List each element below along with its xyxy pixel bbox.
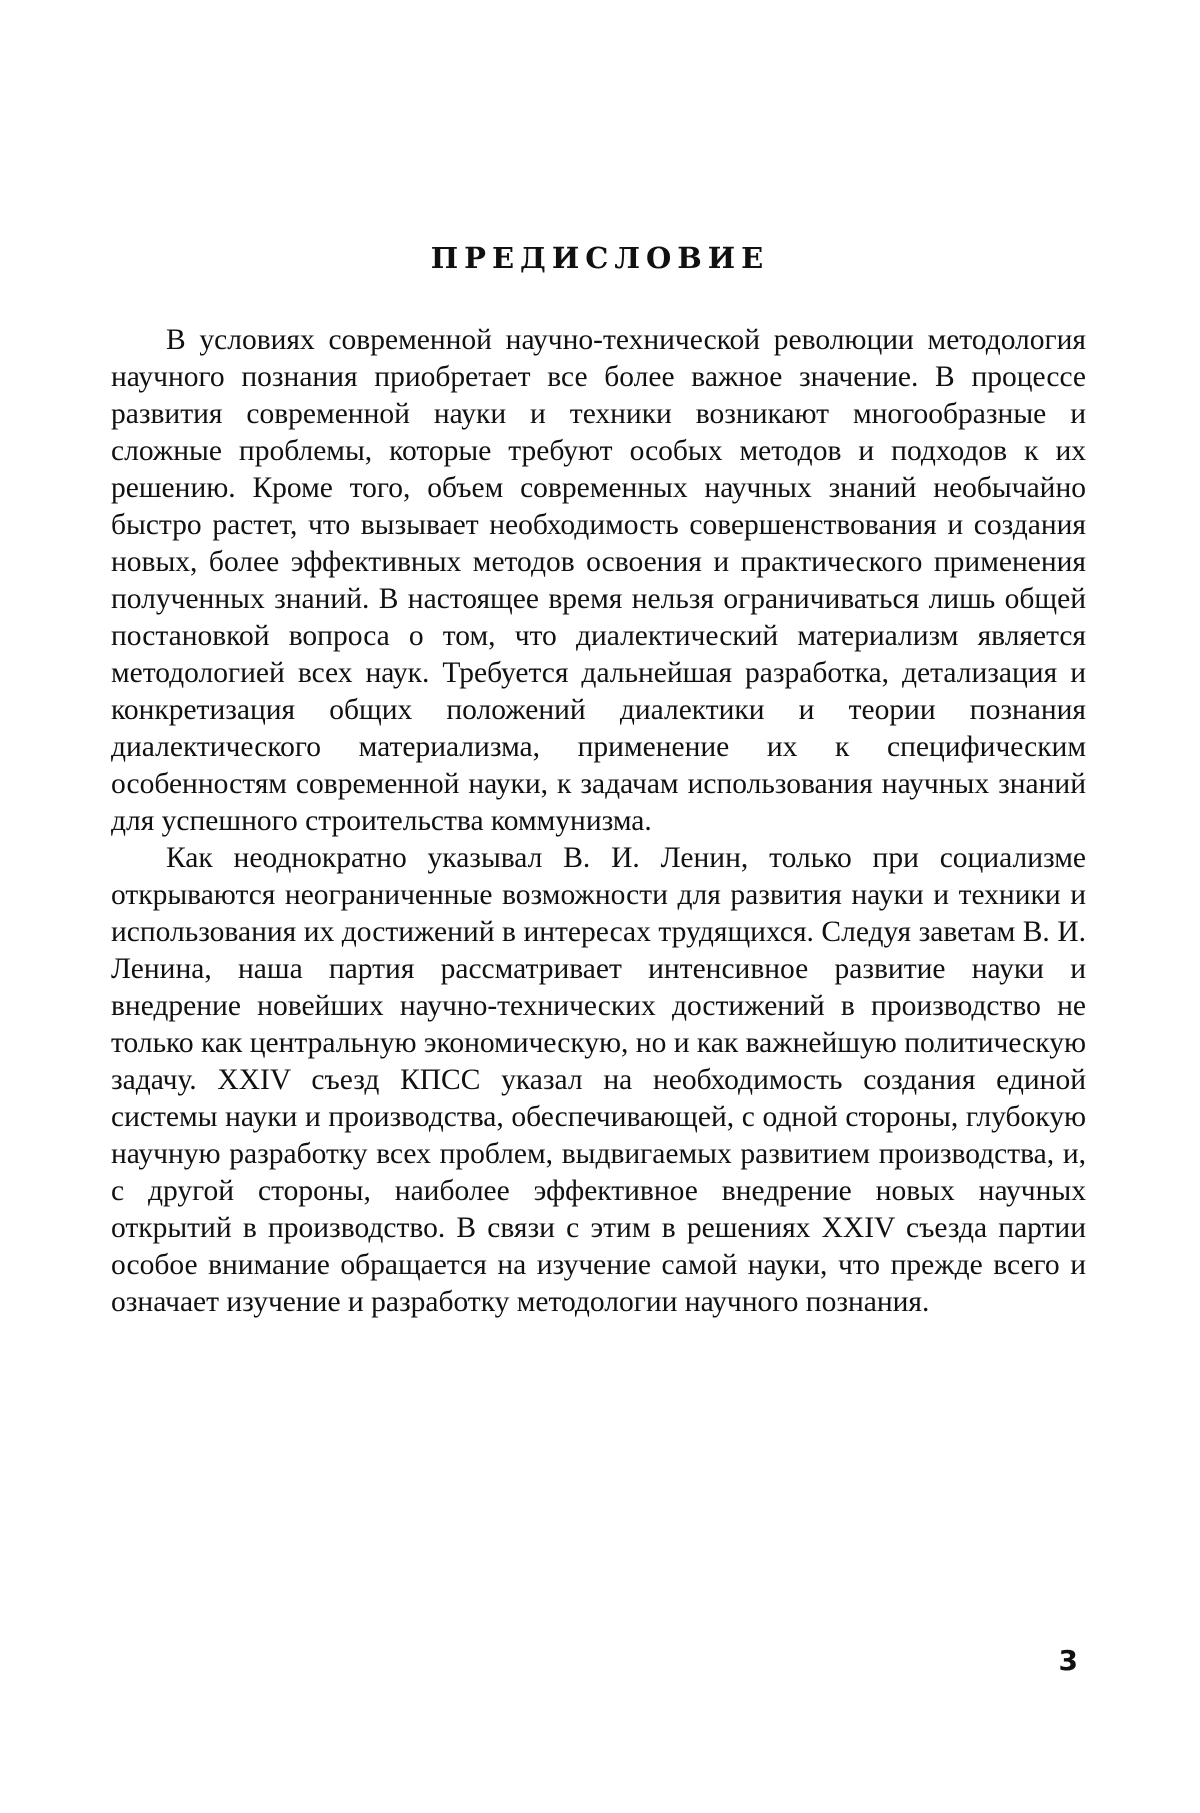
body-text xyxy=(111,322,1086,1321)
page-number: 3 xyxy=(1058,1644,1078,1677)
paragraph-1: В условиях современной научно-технической революции методология научного познания приобретает все более важное значение. В процессе развития современной науки и техники возникают многообразные и сложные проблемы, которые требуют особых методов и подходов к их решению. Кроме того, объем современных научных знаний необычайно быстро растет, что вызывает необходимость совершенствования и создания новых, более эффективных методов освоения и практического применения полученных знаний. В настоящее время нельзя ограничиваться лишь общей постановкой вопроса о том, что диалектический материализм является методологией всех наук. Требуется дальнейшая разработка, детализация и конкретизация общих положений диалектики и теории познания диалектического материализма, применение их к специфическим особенностям современной науки, к задачам использования научных знаний для успешного строительства коммунизма. xyxy=(111,324,1086,837)
page-title: ПРЕДИСЛОВИЕ xyxy=(430,241,770,275)
paragraph-2: Как неоднократно указывал В. И. Ленин, только при социализме открываются неограниченные возможности для развития науки и техники и использования их достижений в интересах трудящихся. Следуя заветам В. И. Ленина, наша партия рассматривает интенсивное развитие науки и внедрение новейших научно-технических достижений в производство не только как центральную экономическую, но и как важнейшую политическую задачу. XXIV съезд КПСС указал на необходимость создания единой системы науки и производства, обеспечивающей, с одной стороны, глубокую научную разработку всех проблем, выдвигаемых развитием производства, и, с другой стороны, наиболее эффективное внедрение новых научных открытий в производство. В связи с этим в решениях XXIV съезда партии особое внимание обращается на изучение самой науки, что прежде всего и означает изучение и разработку методологии научного познания. xyxy=(111,842,1086,1318)
